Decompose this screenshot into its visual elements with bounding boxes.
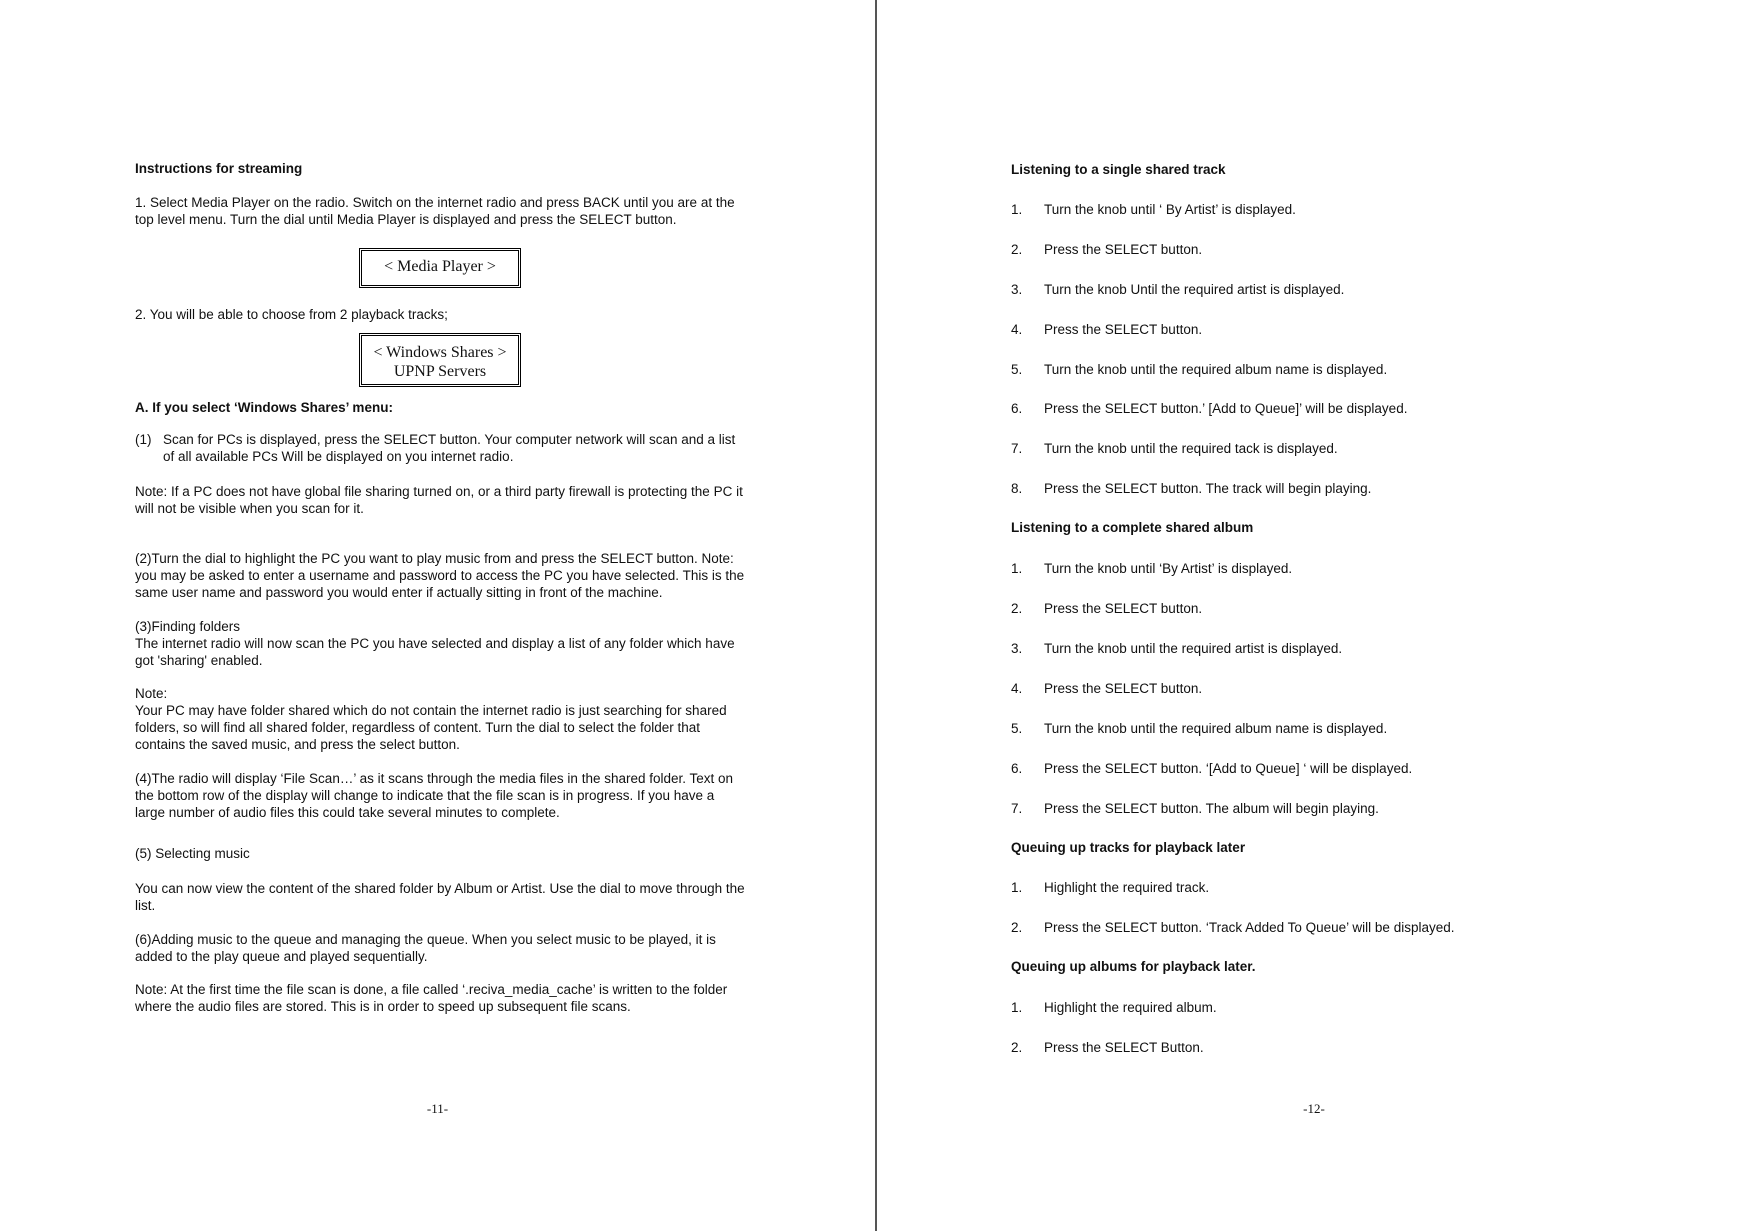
item-3-title: (3)Finding folders: [135, 619, 241, 634]
complete-album-heading: Listening to a complete shared album: [1011, 520, 1254, 535]
queue-tracks-heading: Queuing up tracks for playback later: [1011, 840, 1246, 855]
item-1-text: Scan for PCs is displayed, press the SELECT button. Your computer network will scan and a list of all available PCs Will be displayed on you internet radio.: [163, 432, 736, 464]
step-text: Turn the knob until the required artist is displayed.: [1044, 641, 1343, 656]
step-number: 1.: [1011, 880, 1023, 895]
step-number: 6.: [1011, 401, 1023, 416]
step-text: Turn the knob until ‘ By Artist’ is displayed.: [1044, 202, 1296, 217]
step-number: 3.: [1011, 641, 1023, 656]
step-text: Press the SELECT button. ‘Track Added To Queue’ will be displayed.: [1044, 920, 1455, 935]
step-number: 4.: [1011, 322, 1023, 337]
step-text: Press the SELECT button.: [1044, 601, 1203, 616]
step-1-text: 1. Select Media Player on the radio. Switch on the internet radio and press BACK until you are at the top level menu. Turn the dial until Media Player is displayed and press the SELECT button.: [135, 195, 735, 227]
step-text: Press the SELECT button.: [1044, 242, 1203, 257]
lcd-line-2: UPNP Servers: [393, 363, 487, 380]
step-text: Turn the knob Until the required artist is displayed.: [1044, 282, 1345, 297]
step-text: Press the SELECT button. ‘[Add to Queue] ‘ will be displayed.: [1044, 761, 1413, 776]
step-text: Highlight the required track.: [1044, 880, 1210, 895]
note-3: Note: At the first time the file scan is done, a file called ‘.reciva_media_cache’ is written to the folder where the audio files are stored. This is in order to speed up subsequent file scans.: [135, 982, 728, 1014]
step-text: Press the SELECT button. The track will begin playing.: [1044, 481, 1372, 496]
step-number: 8.: [1011, 481, 1023, 496]
step-2-text: 2. You will be able to choose from 2 playback tracks;: [135, 307, 448, 322]
item-5-text: You can now view the content of the shared folder by Album or Artist. Use the dial to move through the list.: [135, 881, 745, 913]
note-1: Note: If a PC does not have global file sharing turned on, or a third party firewall is protecting the PC it will not be visible when you scan for it.: [135, 484, 743, 516]
note-2-label: Note:: [135, 686, 168, 701]
step-text: Turn the knob until ‘By Artist’ is displayed.: [1044, 561, 1293, 576]
step-number: 7.: [1011, 441, 1023, 456]
step-text: Press the SELECT button. The album will begin playing.: [1044, 801, 1379, 816]
step-text: Highlight the required album.: [1044, 1000, 1217, 1015]
item-5-title: (5) Selecting music: [135, 846, 250, 861]
lcd-windows-shares: [359, 333, 521, 387]
lcd-media-player-text: < Media Player >: [384, 258, 496, 275]
step-text: Turn the knob until the required album name is displayed.: [1044, 362, 1388, 377]
step-text: Press the SELECT button.’ [Add to Queue]’ will be displayed.: [1044, 401, 1408, 416]
lcd-line-1: < Windows Shares >: [373, 344, 507, 361]
item-1: [135, 431, 745, 465]
step-number: 5.: [1011, 362, 1023, 377]
step-number: 5.: [1011, 721, 1023, 736]
right-page-content: [1011, 160, 1611, 1060]
step-text: Press the SELECT Button.: [1044, 1040, 1204, 1055]
single-track-heading: Listening to a single shared track: [1011, 162, 1226, 177]
step-text: Turn the knob until the required tack is displayed.: [1044, 441, 1338, 456]
item-6: (6)Adding music to the queue and managing the queue. When you select music to be played, it is added to the play queue and played sequentially.: [135, 932, 716, 964]
step-number: 1.: [1011, 561, 1023, 576]
note-2-text: Your PC may have folder shared which do not contain the internet radio is just searching for shared folders, so will find all shared folder, regardless of content. Turn the dial to select the folder that contains the saved music, and press the select button.: [135, 703, 727, 752]
page-number-right: -12-: [1303, 1101, 1325, 1116]
left-page-content: [135, 160, 745, 1015]
page-number-left: -11-: [426, 1101, 449, 1116]
left-page: [0, 0, 875, 1231]
instructions-heading: Instructions for streaming: [135, 161, 303, 176]
step-text: Press the SELECT button.: [1044, 681, 1203, 696]
step-number: 4.: [1011, 681, 1023, 696]
step-text: Press the SELECT button.: [1044, 322, 1203, 337]
step-number: 6.: [1011, 761, 1023, 776]
step-number: 2.: [1011, 242, 1023, 257]
step-number: 1.: [1011, 202, 1023, 217]
item-4: (4)The radio will display ‘File Scan…’ as it scans through the media files in the shared folder. Text on the bottom row of the display will change to indicate that the file scan is in progress. If you have a large number of audio files this could take several minutes to complete.: [135, 771, 734, 820]
item-1-number: (1): [135, 432, 152, 447]
step-text: Turn the knob until the required album name is displayed.: [1044, 721, 1388, 736]
item-2: (2)Turn the dial to highlight the PC you want to play music from and press the SELECT button. Note: you may be asked to enter a username and password to access the PC you have selected. This is the same user name and password you would enter if actually sitting in front of the machine.: [135, 551, 745, 600]
lcd-media-player: [359, 248, 521, 288]
step-number: 2.: [1011, 601, 1023, 616]
step-number: 7.: [1011, 801, 1023, 816]
queue-albums-heading: Queuing up albums for playback later.: [1011, 959, 1256, 974]
step-number: 1.: [1011, 1000, 1023, 1015]
item-3-text: The internet radio will now scan the PC you have selected and display a list of any folder which have got 'sharing' enabled.: [135, 636, 735, 668]
step-number: 3.: [1011, 282, 1023, 297]
step-number: 2.: [1011, 920, 1023, 935]
section-a-heading: A. If you select ‘Windows Shares’ menu:: [135, 400, 393, 415]
right-page: [877, 0, 1751, 1231]
step-number: 2.: [1011, 1040, 1023, 1055]
